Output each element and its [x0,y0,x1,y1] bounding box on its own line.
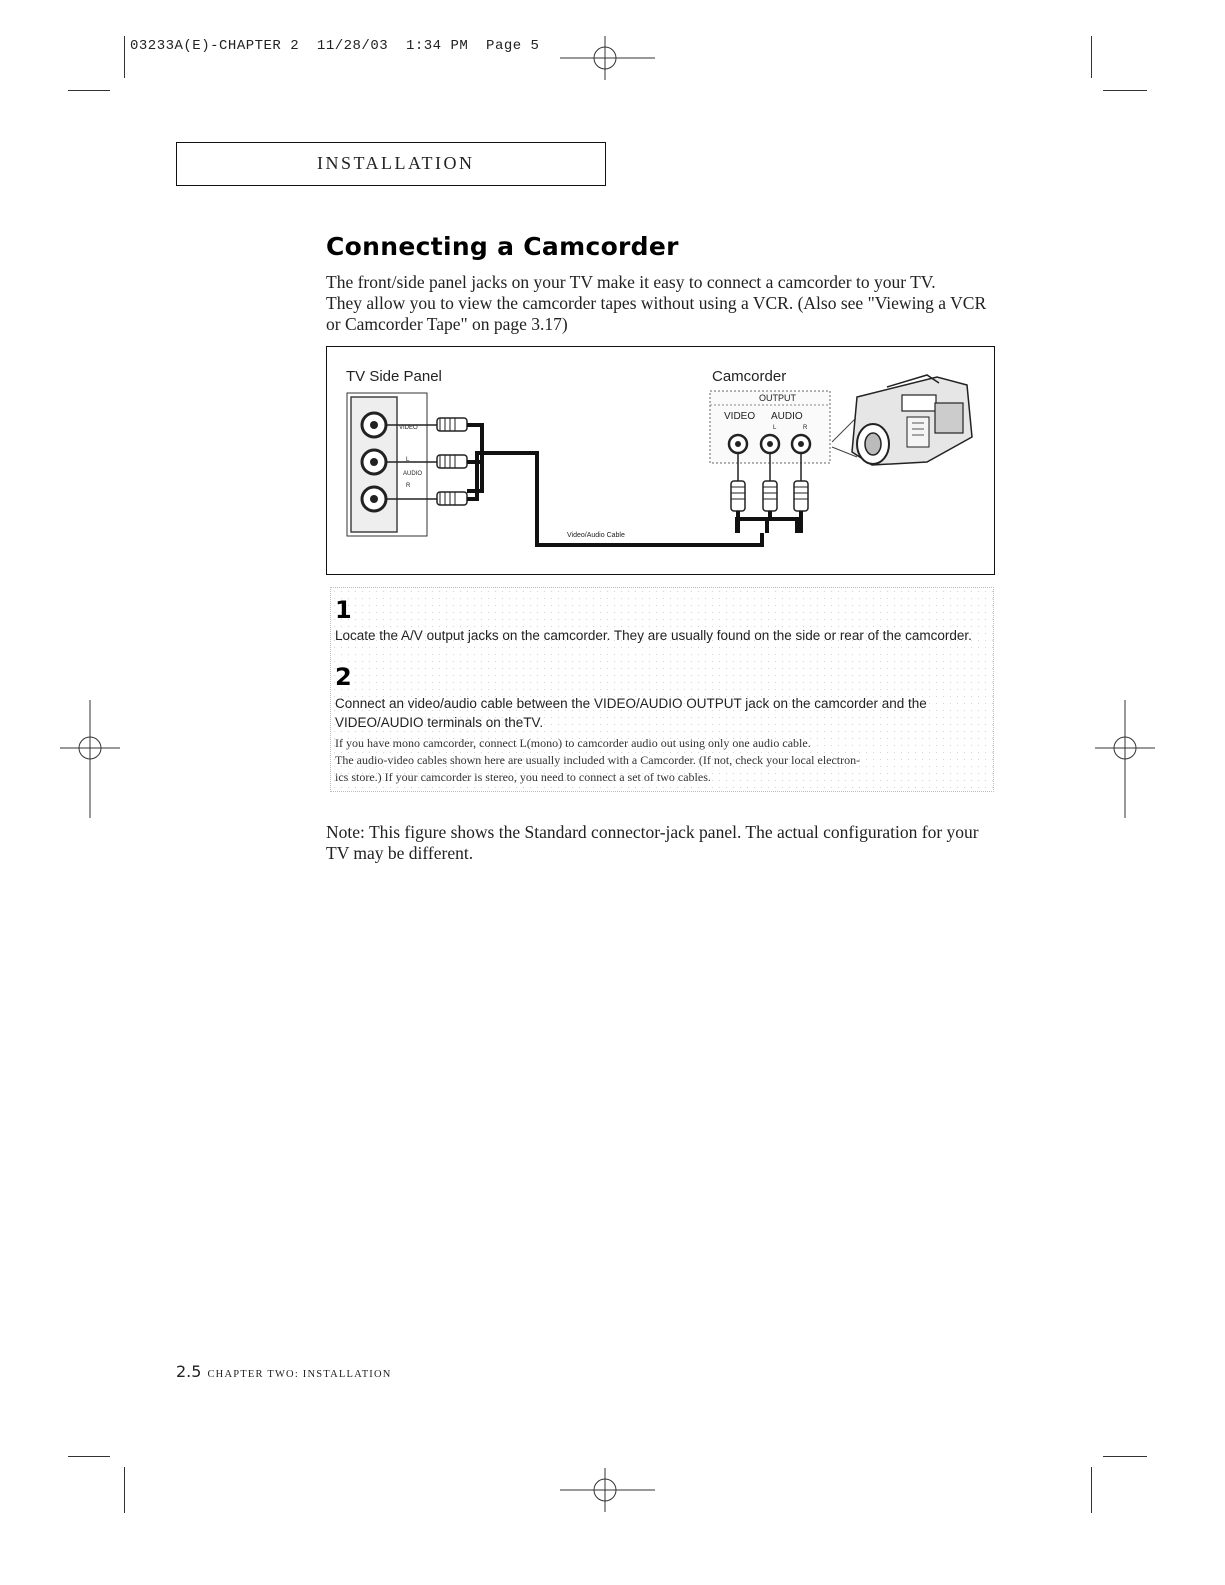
page-title: Connecting a Camcorder [326,232,679,261]
footer-chapter: CHAPTER TWO: INSTALLATION [207,1369,392,1380]
note-line: Note: This figure shows the Standard connector-jack panel. The actual configuration for your [326,822,979,842]
intro-line: The front/side panel jacks on your TV make it easy to connect a camcorder to your TV. [326,272,936,292]
cable-label: Video/Audio Cable [567,532,625,539]
registration-mark-icon [1095,700,1155,820]
crop-mark [1103,1456,1147,1457]
steps-panel [330,587,994,792]
step-number: 2 [335,663,352,691]
registration-mark-icon [560,30,660,80]
step-detail: ics store.) If your camcorder is stereo, you need to connect a set of two cables. [335,770,711,784]
crop-mark [124,1467,125,1513]
camcorder-output-panel [710,391,830,463]
note-line: TV may be different. [326,843,474,863]
step-detail: If you have mono camcorder, connect L(mono) to camcorder audio out using only one audio cable. [335,736,811,750]
camcorder-icon [832,375,972,465]
intro-line: They allow you to view the camcorder tapes without using a VCR. (Also see "Viewing a VCR [326,293,987,313]
section-header-label: INSTALLATION [317,153,475,173]
step-text: VIDEO/AUDIO terminals on theTV. [335,715,544,730]
output-label: OUTPUT [759,393,796,403]
registration-mark-icon [60,700,120,820]
panel-r-label: R [406,483,411,489]
crop-mark [1091,36,1092,78]
tv-side-panel [347,393,427,536]
audio-label: AUDIO [771,411,803,422]
crop-mark [68,1456,110,1457]
printer-slug: 03233A(E)-CHAPTER 2 11/28/03 1:34 PM Page 5 [130,38,540,54]
registration-mark-icon [560,1468,660,1518]
panel-l-label: L [406,457,410,463]
intro-paragraph [326,272,1006,335]
video-label: VIDEO [724,411,756,422]
tv-panel-label: TV Side Panel [346,368,442,385]
crop-mark [1103,90,1147,91]
crop-mark [124,36,125,78]
crop-mark [1091,1467,1092,1513]
camcorder-label: Camcorder [712,368,787,385]
panel-audio-label: AUDIO [403,471,423,477]
step-number: 1 [335,596,352,624]
panel-video-label: VIDEO [399,425,418,431]
note-paragraph [326,822,1006,864]
intro-line: or Camcorder Tape" on page 3.17) [326,314,568,334]
connection-diagram [326,346,995,575]
crop-mark [68,90,110,91]
step-text: Connect an video/audio cable between the VIDEO/AUDIO OUTPUT jack on the camcorder and the [335,696,927,711]
page-footer [176,1362,392,1382]
r-label: R [803,425,808,431]
step-detail: The audio-video cables shown here are usually included with a Camcorder. (If not, check your local electron- [335,753,861,767]
section-header [176,142,606,186]
l-label: L [773,425,777,431]
page-number: 2.5 [176,1362,202,1381]
step-text: Locate the A/V output jacks on the camcorder. They are usually found on the side or rear of the camcorder. [335,628,972,643]
